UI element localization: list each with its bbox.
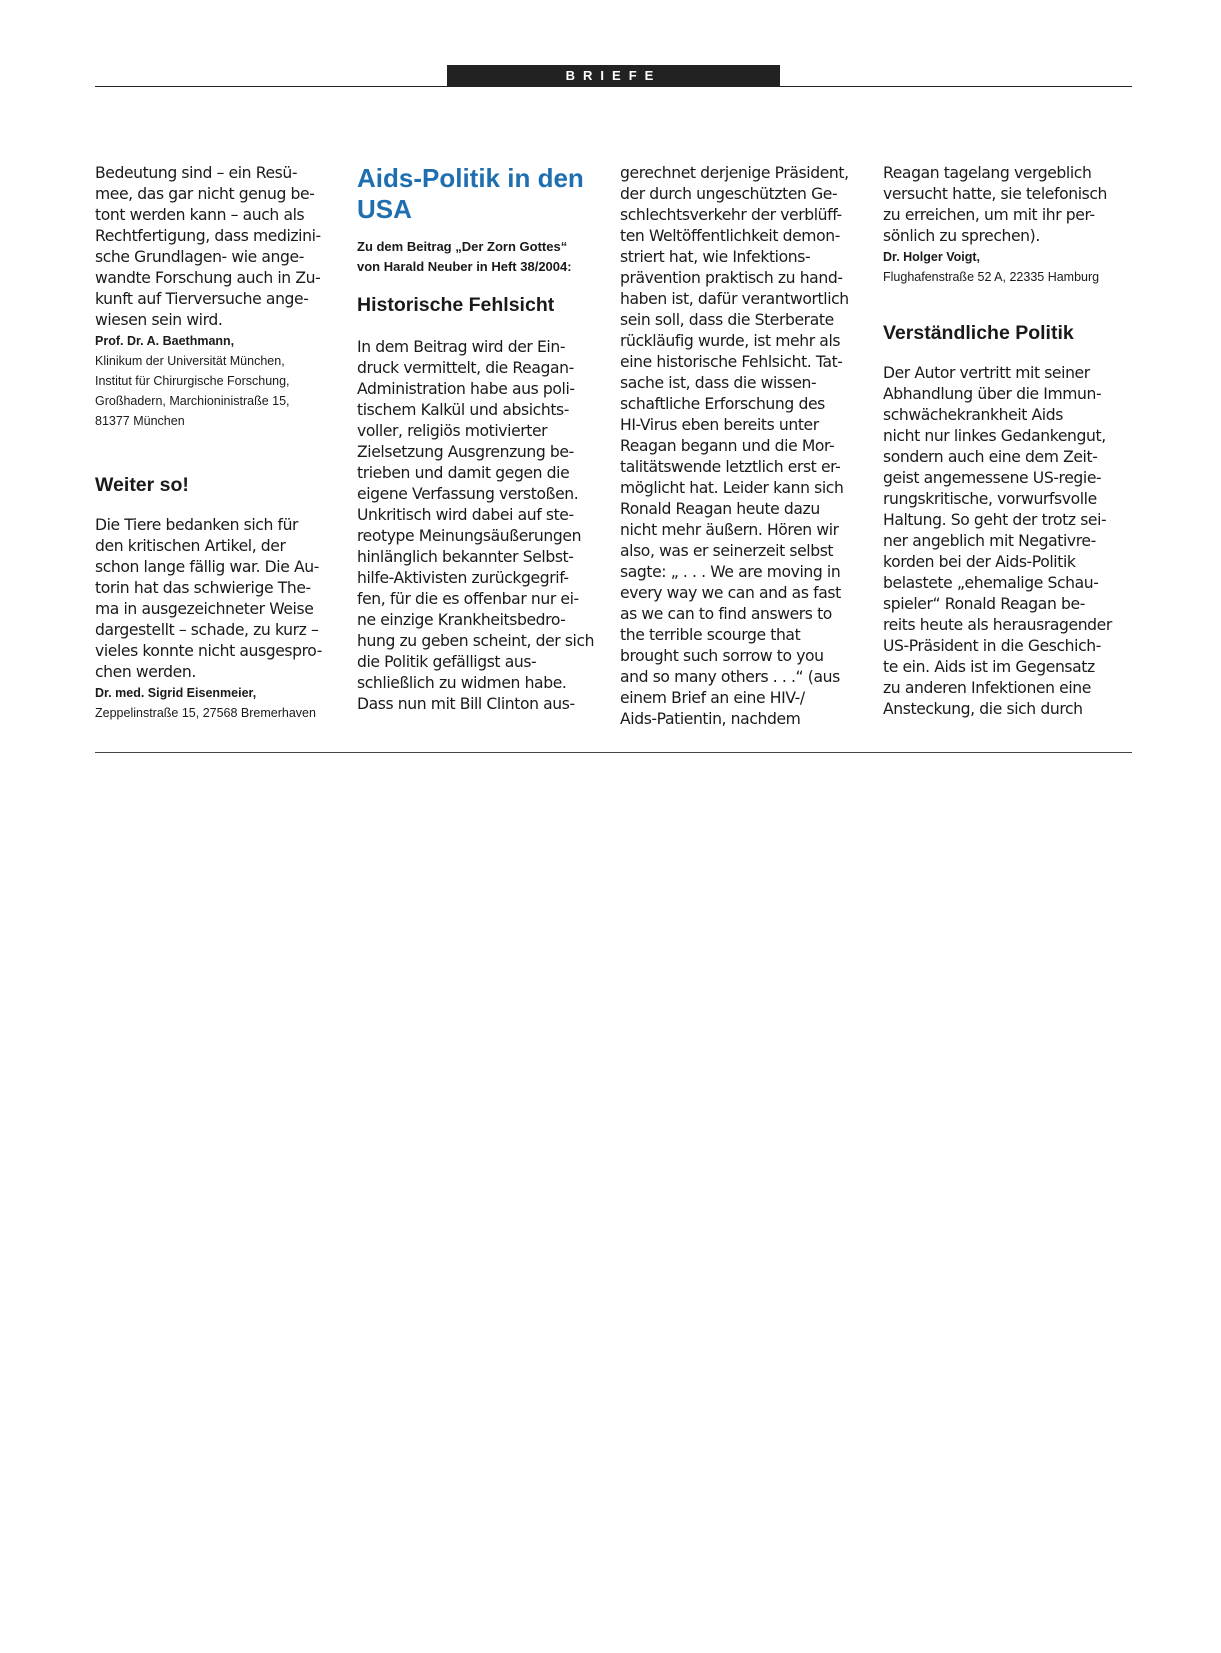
letter-body: Reagan tagelang vergeblich versucht hatte, sie telefonisch zu erreichen, um mit ihr per- sönlich zu sprechen).: [883, 164, 1108, 245]
column-2: [357, 163, 607, 715]
letter-body: Bedeutung sind – ein Resü- mee, das gar nicht genug be- tont werden kann – auch als Rechtfertigung, dass medizini- sche Grundlagen- wie ange- wandte Forschung auch in Zu- kunft auf Tierversuche ange- wiesen sein wird.: [95, 164, 321, 329]
article-intro: Zu dem Beitrag „Der Zorn Gottes“ von Harald Neuber in Heft 38/2004:: [357, 239, 572, 274]
letter-body: Die Tiere bedanken sich für den kritischen Artikel, der schon lange fällig war. Die Au- torin hat das schwierige The- ma in ausgezeichneter Weise dargestellt – schade, zu kurz – vieles konnte nicht ausgespro- chen werden.: [95, 516, 322, 681]
letter-author: Prof. Dr. A. Baethmann,: [95, 334, 235, 348]
letter-body: In dem Beitrag wird der Ein- druck vermittelt, die Reagan- Administration habe aus poli- tischem Kalkül und absichts- voller, religiös motivierter Zielsetzung Ausgrenzung be- trieben und damit gegen die eigene Verfassung verstoßen. Unkritisch wird dabei auf ste- reotype Meinungsäußerungen hinlänglich bekannter Selbst- hilfe-Aktivisten zurückgegrif- fen, für die es offenbar nur ei- ne einzige Krankheitsbedro- hung zu geben scheint, der sich die Politik gefälligst aus- schließlich zu widmen habe. Dass nun mit Bill Clinton aus-: [357, 338, 595, 713]
column-4: [883, 163, 1133, 720]
header-rule: [95, 86, 1132, 87]
letter-address: Flughafenstraße 52 A, 22335 Hamburg: [883, 270, 1100, 284]
letter-body: gerechnet derjenige Präsident, der durch ungeschützten Ge- schlechtsverkehr der verblüff- ten Weltöffentlichkeit demon- striert hat, wie Infektions- prävention praktisch zu hand- haben ist, dafür verantwortlich sein soll, dass die Sterberate rückläufig wurde, ist mehr als eine historische Fehlsicht. Tat- sache ist, dass die wissen- schaftliche Erforschung des HI-Virus eben bereits unter Reagan begann und die Mor- talitätswende letztlich erst er- möglicht hat. Leider kann sich Ronald Reagan heute dazu nicht mehr äußern. Hören wir also, was er seinerzeit selbst sagte: „ . . . We are moving in every way we can and as fast as we can to find answers to the terrible scourge that brought such sorrow to you and so many others . . .“ (aus einem Brief an eine HIV-/ Aids-Patientin, nachdem: [620, 164, 849, 728]
article-title: Aids-Politik in den USA: [357, 163, 584, 224]
letter-heading: Weiter so!: [95, 474, 189, 496]
letter-author: Dr. med. Sigrid Eisenmeier,: [95, 686, 257, 700]
section-label: BRIEFE: [447, 65, 780, 86]
letter-body: Der Autor vertritt mit seiner Abhandlung über die Immun- schwächekrankheit Aids nicht nur linkes Gedankengut, sondern auch eine dem Zeit- geist angemessene US-regie- rungskritische, vorwurfsvolle Haltung. So geht der trotz sei- ner angeblich mit Negativre- korden bei der Aids-Politik belastete „ehemalige Schau- spieler“ Ronald Reagan be- reits heute als herausragender US-Präsident in die Geschich- te ein. Aids ist im Gegensatz zu anderen Infektionen eine Ansteckung, die sich durch: [883, 364, 1112, 718]
letter-heading: Verständliche Politik: [883, 322, 1074, 344]
column-3: [620, 163, 870, 730]
letter-address: Zeppelinstraße 15, 27568 Bremerhaven: [95, 706, 316, 720]
letter-address: Klinikum der Universität München, Institut für Chirurgische Forschung, Großhadern, Marchioninistraße 15, 81377 München: [95, 354, 290, 428]
letter-heading: Historische Fehlsicht: [357, 294, 555, 316]
column-1: [95, 163, 345, 723]
bottom-rule: [95, 752, 1132, 753]
letter-author: Dr. Holger Voigt,: [883, 250, 980, 264]
